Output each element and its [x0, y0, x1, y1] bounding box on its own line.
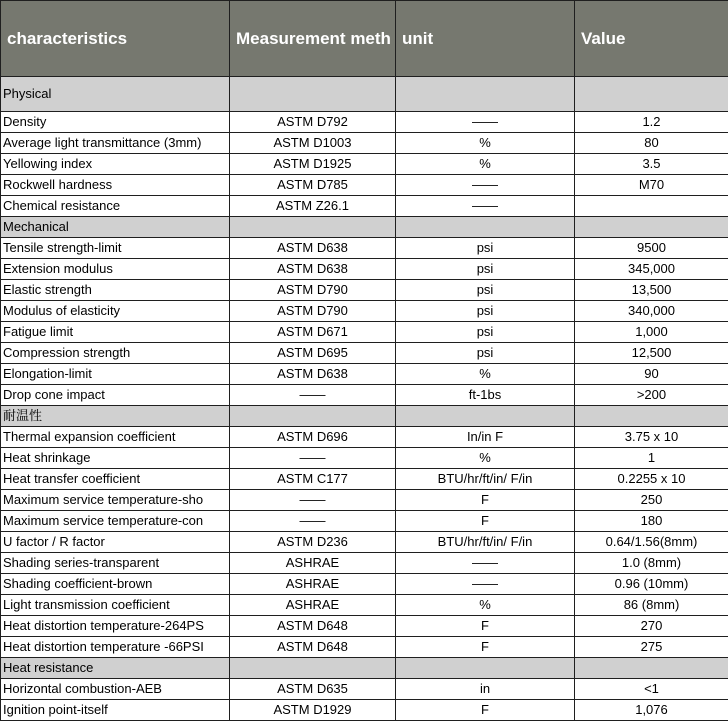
cell-value: 1 [575, 448, 728, 469]
cell-value: <1 [575, 679, 728, 700]
table-row [1, 280, 728, 301]
table-row [1, 595, 728, 616]
table-row [1, 238, 728, 259]
cell-value: 0.64/1.56(8mm) [575, 532, 728, 553]
section-title: Heat resistance [1, 658, 230, 679]
cell-characteristic: Elastic strength [1, 280, 230, 301]
table-row [1, 175, 728, 196]
cell-unit: psi [396, 301, 575, 322]
cell-characteristic: Elongation-limit [1, 364, 230, 385]
cell-characteristic: Maximum service temperature-sho [1, 490, 230, 511]
table-row [1, 637, 728, 658]
table-row [1, 322, 728, 343]
cell-characteristic: Shading series-transparent [1, 553, 230, 574]
cell-method: —— [230, 490, 396, 511]
cell-unit: F [396, 616, 575, 637]
cell-unit: psi [396, 343, 575, 364]
header-measurement-method: Measurement meth [230, 1, 396, 77]
cell-method: ASTM D635 [230, 679, 396, 700]
cell-value [575, 196, 728, 217]
section-row [1, 658, 728, 679]
table-row [1, 700, 728, 721]
table-row [1, 553, 728, 574]
cell-value: 1,076 [575, 700, 728, 721]
cell-unit: psi [396, 259, 575, 280]
section-empty-cell [230, 406, 396, 427]
section-empty-cell [575, 217, 728, 238]
section-title: Physical [1, 77, 230, 112]
cell-unit: % [396, 154, 575, 175]
table-row [1, 574, 728, 595]
table-row [1, 511, 728, 532]
table-row [1, 385, 728, 406]
cell-characteristic: Modulus of elasticity [1, 301, 230, 322]
cell-method: ASTM D236 [230, 532, 396, 553]
cell-unit: F [396, 637, 575, 658]
cell-characteristic: Rockwell hardness [1, 175, 230, 196]
cell-unit: —— [396, 196, 575, 217]
cell-method: ASTM Z26.1 [230, 196, 396, 217]
cell-unit: psi [396, 322, 575, 343]
cell-value: 3.5 [575, 154, 728, 175]
table-row [1, 196, 728, 217]
header-unit: unit [396, 1, 575, 77]
cell-method: ASTM C177 [230, 469, 396, 490]
section-empty-cell [396, 77, 575, 112]
cell-value: 86 (8mm) [575, 595, 728, 616]
cell-characteristic: Horizontal combustion-AEB [1, 679, 230, 700]
header-value: Value [575, 1, 728, 77]
table-row [1, 112, 728, 133]
cell-method: ASTM D638 [230, 259, 396, 280]
cell-characteristic: Heat transfer coefficient [1, 469, 230, 490]
cell-value: 1,000 [575, 322, 728, 343]
spec-table-body [1, 1, 728, 721]
cell-unit: —— [396, 175, 575, 196]
header-characteristics: characteristics [1, 1, 230, 77]
table-row [1, 427, 728, 448]
cell-method: ASHRAE [230, 553, 396, 574]
cell-method: —— [230, 511, 396, 532]
cell-method: ASTM D696 [230, 427, 396, 448]
cell-characteristic: Average light transmittance (3mm) [1, 133, 230, 154]
cell-characteristic: Fatigue limit [1, 322, 230, 343]
cell-unit: BTU/hr/ft/in/ F/in [396, 532, 575, 553]
section-empty-cell [230, 217, 396, 238]
section-empty-cell [396, 217, 575, 238]
section-empty-cell [575, 77, 728, 112]
section-empty-cell [230, 77, 396, 112]
section-empty-cell [575, 658, 728, 679]
cell-value: 3.75 x 10 [575, 427, 728, 448]
cell-unit: % [396, 448, 575, 469]
cell-unit: —— [396, 553, 575, 574]
cell-unit: In/in F [396, 427, 575, 448]
cell-characteristic: Shading coefficient-brown [1, 574, 230, 595]
cell-characteristic: Drop cone impact [1, 385, 230, 406]
section-empty-cell [230, 658, 396, 679]
cell-value: 1.2 [575, 112, 728, 133]
table-row [1, 532, 728, 553]
cell-value: 345,000 [575, 259, 728, 280]
cell-method: ASTM D648 [230, 637, 396, 658]
cell-characteristic: Heat shrinkage [1, 448, 230, 469]
cell-method: ASTM D695 [230, 343, 396, 364]
table-row [1, 343, 728, 364]
cell-unit: % [396, 364, 575, 385]
cell-unit: % [396, 133, 575, 154]
section-empty-cell [575, 406, 728, 427]
header-row [1, 1, 728, 77]
cell-unit: in [396, 679, 575, 700]
cell-characteristic: Thermal expansion coefficient [1, 427, 230, 448]
cell-value: 0.96 (10mm) [575, 574, 728, 595]
cell-value: 13,500 [575, 280, 728, 301]
cell-unit: psi [396, 238, 575, 259]
table-row [1, 469, 728, 490]
cell-value: 180 [575, 511, 728, 532]
cell-method: ASTM D671 [230, 322, 396, 343]
cell-characteristic: Chemical resistance [1, 196, 230, 217]
table-row [1, 259, 728, 280]
cell-unit: ft-1bs [396, 385, 575, 406]
cell-value: 90 [575, 364, 728, 385]
table-row [1, 301, 728, 322]
cell-method: ASTM D790 [230, 301, 396, 322]
cell-characteristic: Density [1, 112, 230, 133]
cell-method: ASTM D648 [230, 616, 396, 637]
cell-method: —— [230, 448, 396, 469]
cell-value: 250 [575, 490, 728, 511]
cell-method: ASTM D638 [230, 364, 396, 385]
cell-unit: —— [396, 574, 575, 595]
cell-value: 340,000 [575, 301, 728, 322]
table-row [1, 154, 728, 175]
cell-method: ASTM D792 [230, 112, 396, 133]
cell-value: 275 [575, 637, 728, 658]
cell-method: ASHRAE [230, 595, 396, 616]
cell-method: ASTM D1003 [230, 133, 396, 154]
cell-characteristic: U factor / R factor [1, 532, 230, 553]
cell-unit: F [396, 700, 575, 721]
cell-characteristic: Light transmission coefficient [1, 595, 230, 616]
cell-characteristic: Heat distortion temperature -66PSI [1, 637, 230, 658]
cell-value: >200 [575, 385, 728, 406]
cell-value: 9500 [575, 238, 728, 259]
cell-unit: —— [396, 112, 575, 133]
cell-characteristic: Compression strength [1, 343, 230, 364]
cell-characteristic: Heat distortion temperature-264PS [1, 616, 230, 637]
cell-method: ASTM D1929 [230, 700, 396, 721]
cell-value: 0.2255 x 10 [575, 469, 728, 490]
cell-value: 80 [575, 133, 728, 154]
cell-unit: F [396, 511, 575, 532]
cell-method: ASHRAE [230, 574, 396, 595]
cell-unit: BTU/hr/ft/in/ F/in [396, 469, 575, 490]
cell-value: M70 [575, 175, 728, 196]
section-empty-cell [396, 406, 575, 427]
table-row [1, 448, 728, 469]
cell-method: ASTM D1925 [230, 154, 396, 175]
table-row [1, 364, 728, 385]
table-row [1, 616, 728, 637]
section-row [1, 217, 728, 238]
section-row [1, 406, 728, 427]
cell-characteristic: Yellowing index [1, 154, 230, 175]
cell-value: 12,500 [575, 343, 728, 364]
cell-unit: F [396, 490, 575, 511]
cell-characteristic: Tensile strength-limit [1, 238, 230, 259]
cell-method: ASTM D785 [230, 175, 396, 196]
cell-method: —— [230, 385, 396, 406]
cell-characteristic: Ignition point-itself [1, 700, 230, 721]
table-row [1, 133, 728, 154]
cell-method: ASTM D790 [230, 280, 396, 301]
table-row [1, 679, 728, 700]
cell-method: ASTM D638 [230, 238, 396, 259]
cell-unit: % [396, 595, 575, 616]
section-title: 耐温性 [1, 406, 230, 427]
section-row [1, 77, 728, 112]
section-empty-cell [396, 658, 575, 679]
cell-value: 1.0 (8mm) [575, 553, 728, 574]
section-title: Mechanical [1, 217, 230, 238]
cell-characteristic: Extension modulus [1, 259, 230, 280]
cell-characteristic: Maximum service temperature-con [1, 511, 230, 532]
cell-unit: psi [396, 280, 575, 301]
table-row [1, 490, 728, 511]
cell-value: 270 [575, 616, 728, 637]
